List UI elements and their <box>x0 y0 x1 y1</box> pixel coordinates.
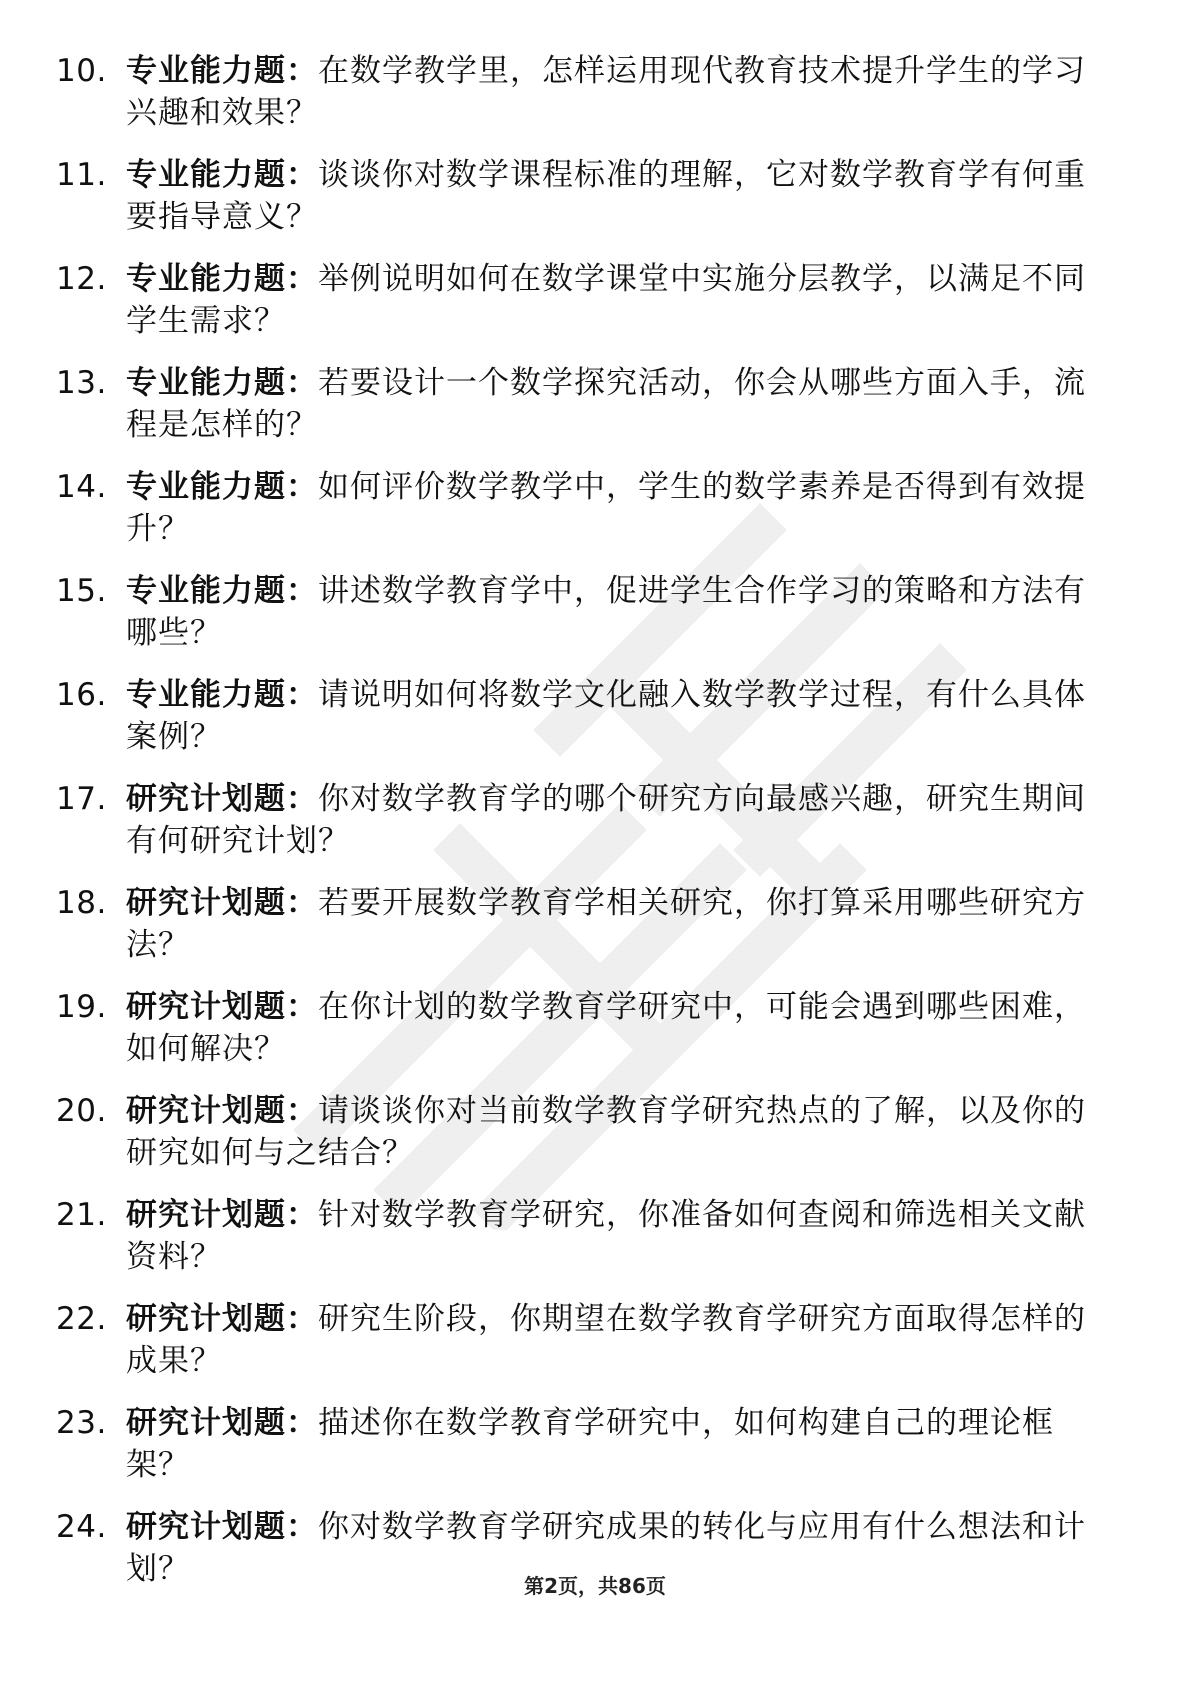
question-item <box>56 1402 1106 1506</box>
question-number: 12. <box>56 261 107 297</box>
question-body <box>126 1402 1101 1486</box>
question-text: 在你计划的数学教育学研究中，可能会遇到哪些困难，如何解决？ <box>126 989 1086 1067</box>
question-category: 研究计划题： <box>126 885 318 921</box>
question-item <box>56 258 1106 362</box>
question-body <box>126 778 1101 862</box>
question-text: 举例说明如何在数学课堂中实施分层教学，以满足不同学生需求？ <box>126 261 1086 339</box>
page-number: 第2页，共86页 <box>524 1574 666 1598</box>
question-number: 19. <box>56 989 107 1025</box>
question-category: 专业能力题： <box>126 469 318 505</box>
question-text: 在数学教学里，怎样运用现代教育技术提升学生的学习兴趣和效果？ <box>126 53 1086 131</box>
question-category: 研究计划题： <box>126 1093 318 1129</box>
question-text: 针对数学教育学研究，你准备如何查阅和筛选相关文献资料？ <box>126 1197 1086 1275</box>
question-number: 20. <box>56 1093 107 1129</box>
question-category: 研究计划题： <box>126 781 318 817</box>
question-body <box>126 1090 1101 1174</box>
question-text: 请谈谈你对当前数学教育学研究热点的了解，以及你的研究如何与之结合？ <box>126 1093 1086 1171</box>
question-text: 若要设计一个数学探究活动，你会从哪些方面入手，流程是怎样的？ <box>126 365 1086 443</box>
question-body <box>126 570 1101 654</box>
question-item <box>56 570 1106 674</box>
question-number: 22. <box>56 1301 107 1337</box>
question-category: 研究计划题： <box>126 1405 318 1441</box>
question-category: 专业能力题： <box>126 365 318 401</box>
question-category: 专业能力题： <box>126 573 318 609</box>
question-body <box>126 466 1101 550</box>
question-category: 专业能力题： <box>126 53 318 89</box>
question-category: 专业能力题： <box>126 157 318 193</box>
question-number: 14. <box>56 469 107 505</box>
question-number: 17. <box>56 781 107 817</box>
question-item <box>56 778 1106 882</box>
question-item <box>56 882 1106 986</box>
question-text: 描述你在数学教育学研究中，如何构建自己的理论框架？ <box>126 1405 1054 1483</box>
question-item <box>56 986 1106 1090</box>
question-list <box>56 50 1106 1610</box>
question-text: 研究生阶段，你期望在数学教育学研究方面取得怎样的成果？ <box>126 1301 1086 1379</box>
question-item <box>56 466 1106 570</box>
question-text: 若要开展数学教育学相关研究，你打算采用哪些研究方法？ <box>126 885 1086 963</box>
question-number: 23. <box>56 1405 107 1441</box>
question-category: 专业能力题： <box>126 261 318 297</box>
question-body <box>126 50 1101 134</box>
question-category: 研究计划题： <box>126 1509 318 1545</box>
question-category: 研究计划题： <box>126 989 318 1025</box>
question-number: 18. <box>56 885 107 921</box>
question-number: 21. <box>56 1197 107 1233</box>
question-item <box>56 362 1106 466</box>
question-item <box>56 674 1106 778</box>
question-item <box>56 1194 1106 1298</box>
question-number: 15. <box>56 573 107 609</box>
question-number: 10. <box>56 53 107 89</box>
question-item <box>56 154 1106 258</box>
question-body <box>126 986 1101 1070</box>
question-body <box>126 258 1101 342</box>
question-body <box>126 882 1101 966</box>
question-body <box>126 1298 1101 1382</box>
question-number: 16. <box>56 677 107 713</box>
question-text: 谈谈你对数学课程标准的理解，它对数学教育学有何重要指导意义？ <box>126 157 1086 235</box>
question-body <box>126 154 1101 238</box>
question-text: 请说明如何将数学文化融入数学教学过程，有什么具体案例？ <box>126 677 1086 755</box>
question-text: 讲述数学教育学中，促进学生合作学习的策略和方法有哪些？ <box>126 573 1086 651</box>
question-body <box>126 1194 1101 1278</box>
question-number: 24. <box>56 1509 107 1545</box>
question-item <box>56 1090 1106 1194</box>
question-category: 研究计划题： <box>126 1301 318 1337</box>
question-category: 专业能力题： <box>126 677 318 713</box>
question-text: 你对数学教育学研究成果的转化与应用有什么想法和计划？ <box>126 1509 1086 1587</box>
question-text: 你对数学教育学的哪个研究方向最感兴趣，研究生期间有何研究计划？ <box>126 781 1086 859</box>
question-item <box>56 50 1106 154</box>
question-category: 研究计划题： <box>126 1197 318 1233</box>
question-text: 如何评价数学教学中，学生的数学素养是否得到有效提升？ <box>126 469 1086 547</box>
question-body <box>126 362 1101 446</box>
question-item <box>56 1298 1106 1402</box>
question-number: 13. <box>56 365 107 401</box>
question-body <box>126 674 1101 758</box>
question-number: 11. <box>56 157 107 193</box>
